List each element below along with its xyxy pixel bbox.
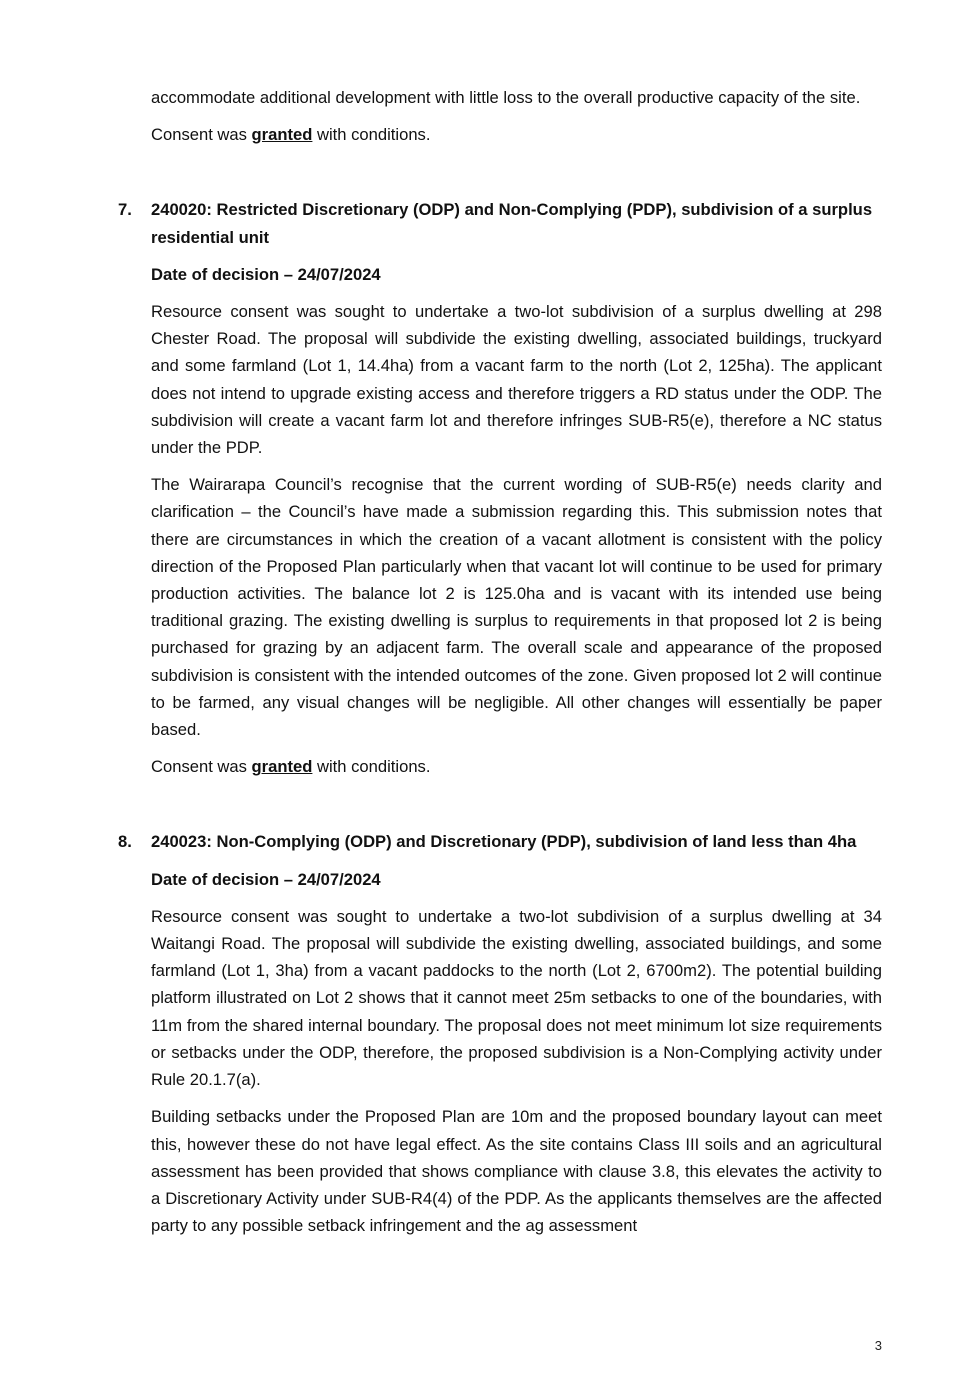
section-paragraph: Resource consent was sought to undertake a two-lot subdivision of a surplus dwelling at 34 Waitangi Road. The proposal will subdivide the existing dwelling, associated buildings, and some farmland (Lot 1, 3ha) from a vacant paddocks to the north (Lot 2, 6700m2). The potential building platform illustrated on Lot 2 shows that it cannot meet 25m setbacks to one of the boundaries, with 11m from the shared internal boundary. The proposal does not meet minimum lot size requirements or setbacks under the ODP, therefore, the proposed subdivision is a Non-Complying activity under Rule 20.1.7(a). bbox=[151, 906, 882, 1090]
page-number: 3 bbox=[874, 1338, 882, 1353]
document-body bbox=[118, 84, 882, 1249]
section-title: 240023: Non-Complying (ODP) and Discretionary (PDP), subdivision of land less than 4ha bbox=[151, 832, 857, 852]
intro-paragraph: accommodate additional development with little loss to the overall productive capacity of the site. bbox=[151, 88, 861, 107]
decision-date: Date of decision – 24/07/2024 bbox=[151, 869, 381, 889]
consent-prefix: Consent was bbox=[151, 757, 252, 777]
section-number: 7. bbox=[118, 200, 132, 220]
section-8 bbox=[118, 828, 882, 1239]
section-number: 8. bbox=[118, 832, 132, 852]
section-paragraph: Building setbacks under the Proposed Plan are 10m and the proposed boundary layout can meet this, however these do not have legal effect. As the site contains Class III soils and an agricultural assessment has been provided that shows compliance with clause 3.8, this elevates the activity to a Discretionary Activity under SUB-R4(4) of the PDP. As the applicants themselves are the affected party to any possible setback infringement and the ag assessment bbox=[151, 1107, 882, 1236]
consent-granted-keyword: granted bbox=[251, 125, 313, 145]
section-title: 240020: Restricted Discretionary (ODP) and Non-Complying (PDP), subdivision of a surplus residential unit bbox=[151, 200, 873, 247]
section-paragraph: The Wairarapa Council’s recognise that the current wording of SUB-R5(e) needs clarity and clarification – the Council’s have made a submission regarding this. This submission notes that there are circumstances in which the creation of a vacant allotment is consistent with the policy direction of the Proposed Plan particularly when that vacant lot will continue to be used for primary production activities. The balance lot 2 is 125.0ha and is vacant with its intended use being traditional grazing. The existing dwelling is surplus to requirements in that proposed lot 2 is being purchased for grazing by an adjacent farm. The overall scale and appearance of the proposed subdivision is consistent with the intended outcomes of the zone. Given proposed lot 2 will continue to be farmed, any visual changes will be negligible. All other changes will essentially be paper based. bbox=[151, 475, 882, 740]
decision-date: Date of decision – 24/07/2024 bbox=[151, 264, 381, 284]
consent-suffix: with conditions. bbox=[312, 125, 431, 145]
intro-consent-line bbox=[151, 121, 882, 148]
consent-suffix: with conditions. bbox=[312, 757, 431, 777]
consent-prefix: Consent was bbox=[151, 125, 252, 145]
section-consent-line bbox=[151, 753, 882, 780]
section-paragraph: Resource consent was sought to undertake a two-lot subdivision of a surplus dwelling at 298 Chester Road. The proposal will subdivide the existing dwelling, associated buildings, truckyard and some farmland (Lot 1, 14.4ha) from a vacant farm to the north (Lot 2, 125ha). The applicant does not intend to upgrade existing access and therefore triggers a RD status under the ODP. The subdivision will create a vacant farm lot and therefore infringes SUB-R5(e), therefore a NC status under the PDP. bbox=[151, 302, 882, 458]
consent-granted-keyword: granted bbox=[251, 757, 313, 777]
section-7 bbox=[118, 196, 882, 780]
